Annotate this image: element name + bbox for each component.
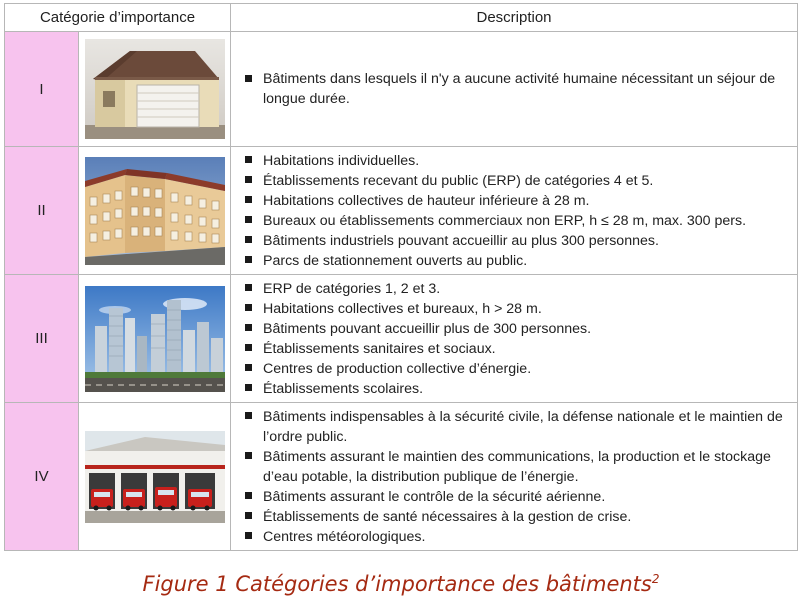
list-item [241, 171, 793, 191]
figure-caption [0, 572, 802, 596]
bullet-icon [245, 176, 252, 183]
description-list [241, 69, 793, 109]
category-cell: IV [5, 403, 79, 551]
bullet-icon [245, 236, 252, 243]
bullet-icon [245, 156, 252, 163]
list-item-text: ERP de catégories 1, 2 et 3. [263, 280, 441, 297]
description-list [241, 151, 793, 271]
bullet-icon [245, 384, 252, 391]
list-item [241, 359, 793, 379]
list-item [241, 507, 793, 527]
list-item [241, 407, 793, 447]
importance-table-container [4, 3, 798, 551]
table-row [5, 275, 798, 403]
category-cell: II [5, 147, 79, 275]
description-list [241, 407, 793, 547]
list-item [241, 279, 793, 299]
list-item [241, 251, 793, 271]
list-item-text: Bâtiments pouvant accueillir plus de 300 personnes. [263, 320, 592, 337]
bullet-icon [245, 216, 252, 223]
table-row [5, 147, 798, 275]
list-item-text: Établissements sanitaires et sociaux. [263, 340, 496, 357]
bullet-icon [245, 256, 252, 263]
table-row [5, 403, 798, 551]
bullet-icon [245, 512, 252, 519]
list-item-text: Habitations collectives de hauteur inférieure à 28 m. [263, 192, 590, 209]
category-cell: I [5, 32, 79, 147]
list-item-text: Établissements recevant du public (ERP) de catégories 4 et 5. [263, 172, 654, 189]
residential-buildings-photo-icon [85, 157, 225, 265]
list-item-text: Bureaux ou établissements commerciaux non ERP, h ≤ 28 m, max. 300 pers. [263, 212, 747, 229]
description-cell [231, 403, 798, 551]
image-cell [79, 32, 231, 147]
description-cell [231, 275, 798, 403]
description-cell [231, 32, 798, 147]
list-item-text: Établissements scolaires. [263, 380, 424, 397]
list-item [241, 379, 793, 399]
list-item-text: Habitations individuelles. [263, 152, 420, 169]
bullet-icon [245, 492, 252, 499]
list-item [241, 211, 793, 231]
bullet-icon [245, 412, 252, 419]
image-cell [79, 275, 231, 403]
list-item-text: Parcs de stationnement ouverts au public. [263, 252, 528, 269]
bullet-icon [245, 452, 252, 459]
list-item [241, 319, 793, 339]
list-item [241, 339, 793, 359]
description-cell [231, 147, 798, 275]
list-item-text: Centres de production collective d’énergie. [263, 360, 532, 377]
bullet-icon [245, 324, 252, 331]
image-cell [79, 147, 231, 275]
header-description: Description [231, 4, 798, 32]
image-cell [79, 403, 231, 551]
list-item-text: Habitations collectives et bureaux, h > 28 m. [263, 300, 542, 317]
list-item-text: Bâtiments industriels pouvant accueillir au plus 300 personnes. [263, 232, 659, 249]
list-item-text: Bâtiments dans lesquels il n'y a aucune activité humaine nécessitant un séjour de longue durée. [263, 71, 776, 107]
list-item [241, 527, 793, 547]
category-cell: III [5, 275, 79, 403]
caption-text: Figure 1 Catégories d’importance des bâtiments [142, 572, 652, 596]
list-item-text: Bâtiments assurant le maintien des communications, la production et le stockage d’eau potable, la distribution publique de l’énergie. [263, 448, 771, 485]
garage-building-photo-icon [85, 39, 225, 139]
list-item-text: Établissements de santé nécessaires à la gestion de crise. [263, 508, 632, 525]
bullet-icon [245, 75, 252, 82]
list-item [241, 231, 793, 251]
caption-footnote-marker: 2 [651, 572, 660, 586]
list-item [241, 299, 793, 319]
list-item-text: Bâtiments indispensables à la sécurité civile, la défense nationale et le maintien de l’ordre public. [263, 408, 783, 445]
table-row [5, 32, 798, 147]
list-item [241, 191, 793, 211]
fire-station-photo-icon [85, 431, 225, 523]
description-list [241, 279, 793, 399]
bullet-icon [245, 284, 252, 291]
importance-categories-table [4, 3, 798, 551]
bullet-icon [245, 196, 252, 203]
table-header-row [5, 4, 798, 32]
list-item [241, 151, 793, 171]
list-item-text: Centres météorologiques. [263, 528, 426, 545]
high-rise-towers-photo-icon [85, 286, 225, 392]
bullet-icon [245, 344, 252, 351]
list-item [241, 447, 793, 487]
bullet-icon [245, 532, 252, 539]
bullet-icon [245, 304, 252, 311]
list-item [241, 69, 793, 109]
list-item-text: Bâtiments assurant le contrôle de la sécurité aérienne. [263, 488, 606, 505]
bullet-icon [245, 364, 252, 371]
header-category: Catégorie d’importance [5, 4, 231, 32]
list-item [241, 487, 793, 507]
